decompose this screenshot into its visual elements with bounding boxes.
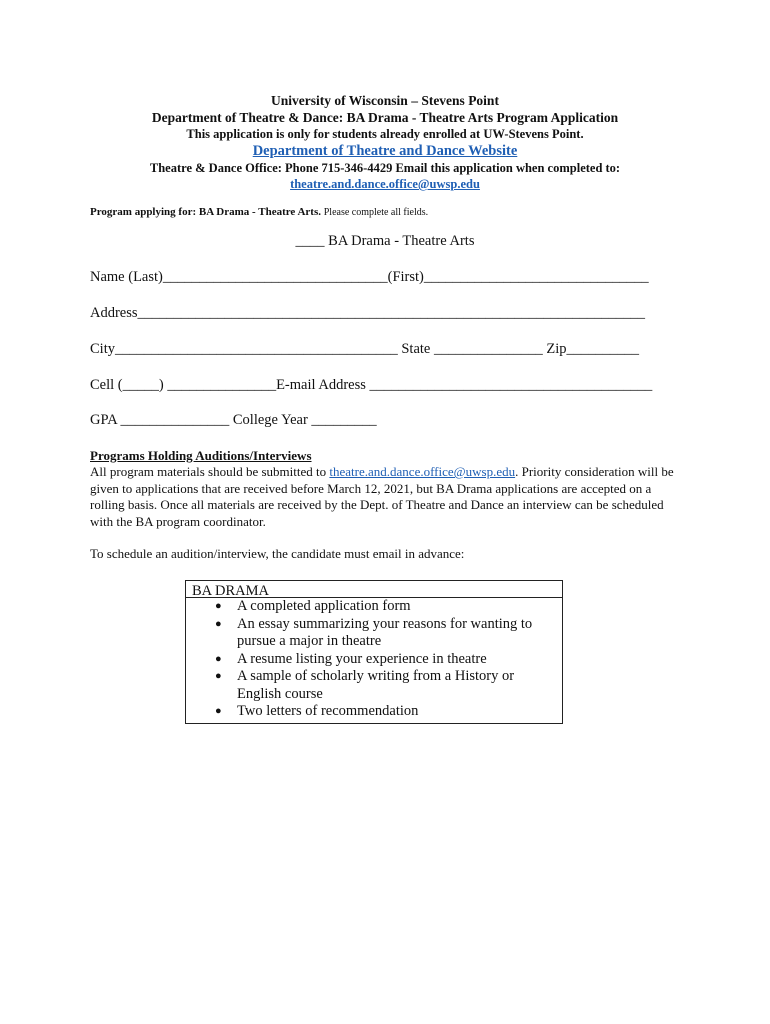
department-title: Department of Theatre & Dance: BA Drama - Theatre Arts Program Application [151,110,619,125]
requirement-text: An essay summarizing your reasons for wanting to pursue a major in theatre [237,615,533,649]
university-title: University of Wisconsin – Stevens Point [271,93,499,108]
bullet-icon: ● [215,652,222,665]
program-applying-line [90,206,428,218]
list-item [186,616,549,651]
requirement-text: A resume listing your experience in theatre [237,650,487,667]
requirements-box [185,580,563,724]
program-label: Program applying for: BA Drama - Theatre Arts. [90,206,321,218]
requirements-list [186,598,562,721]
auditions-paragraph-start: All program materials should be submitted to [90,464,330,479]
bullet-icon: ● [215,705,222,717]
cell-email-field[interactable]: Cell (_____) _______________E-mail Address _______________________________________ [90,377,653,393]
requirement-text: Two letters of recommendation [237,703,419,719]
list-item [186,703,549,721]
list-item [186,668,549,703]
bullet-icon: ● [215,617,222,630]
auditions-paragraph [90,464,686,530]
requirement-text: A sample of scholarly writing from a History or English course [237,668,515,702]
bullet-icon: ● [215,600,222,612]
office-contact-line: Theatre & Dance Office: Phone 715-346-4429 Email this application when completed to: [149,161,621,175]
gpa-college-year-field[interactable]: GPA _______________ College Year _________ [90,412,377,428]
bullet-icon: ● [215,670,222,682]
program-instruction: Please complete all fields. [323,207,429,218]
enrollment-notice: This application is only for students already enrolled at UW-Stevens Point. [186,127,584,141]
address-field[interactable]: Address______________________________________________________________________ [90,305,646,321]
auditions-paragraph-end: . Priority consideration will be given to applications that are received before March 12, 2021, but BA Drama applications are accepted on a rolling basis. Once all materials are received by the Dept. of Theatre and Dance an interview can be scheduled with the BA program coordinator. [90,464,674,529]
auditions-email-link[interactable]: theatre.and.dance.office@uwsp.edu [329,464,516,479]
name-field[interactable]: Name (Last)_______________________________(First)_______________________________ [90,269,649,285]
office-email-link[interactable]: theatre.and.dance.office@uwsp.edu [290,177,480,191]
document-header [0,92,770,192]
city-state-zip-field[interactable]: City_______________________________________ State _______________ Zip__________ [90,341,639,357]
auditions-section-title: Programs Holding Auditions/Interviews [90,448,312,463]
requirement-text: A completed application form [237,598,411,614]
department-website-link[interactable]: Department of Theatre and Dance Website [252,143,518,159]
program-checkbox-line[interactable]: ____ BA Drama - Theatre Arts [295,233,475,249]
list-item [186,598,549,616]
list-item [186,651,549,669]
schedule-note: To schedule an audition/interview, the candidate must email in advance: [90,546,465,561]
requirements-heading: BA DRAMA [186,581,562,598]
